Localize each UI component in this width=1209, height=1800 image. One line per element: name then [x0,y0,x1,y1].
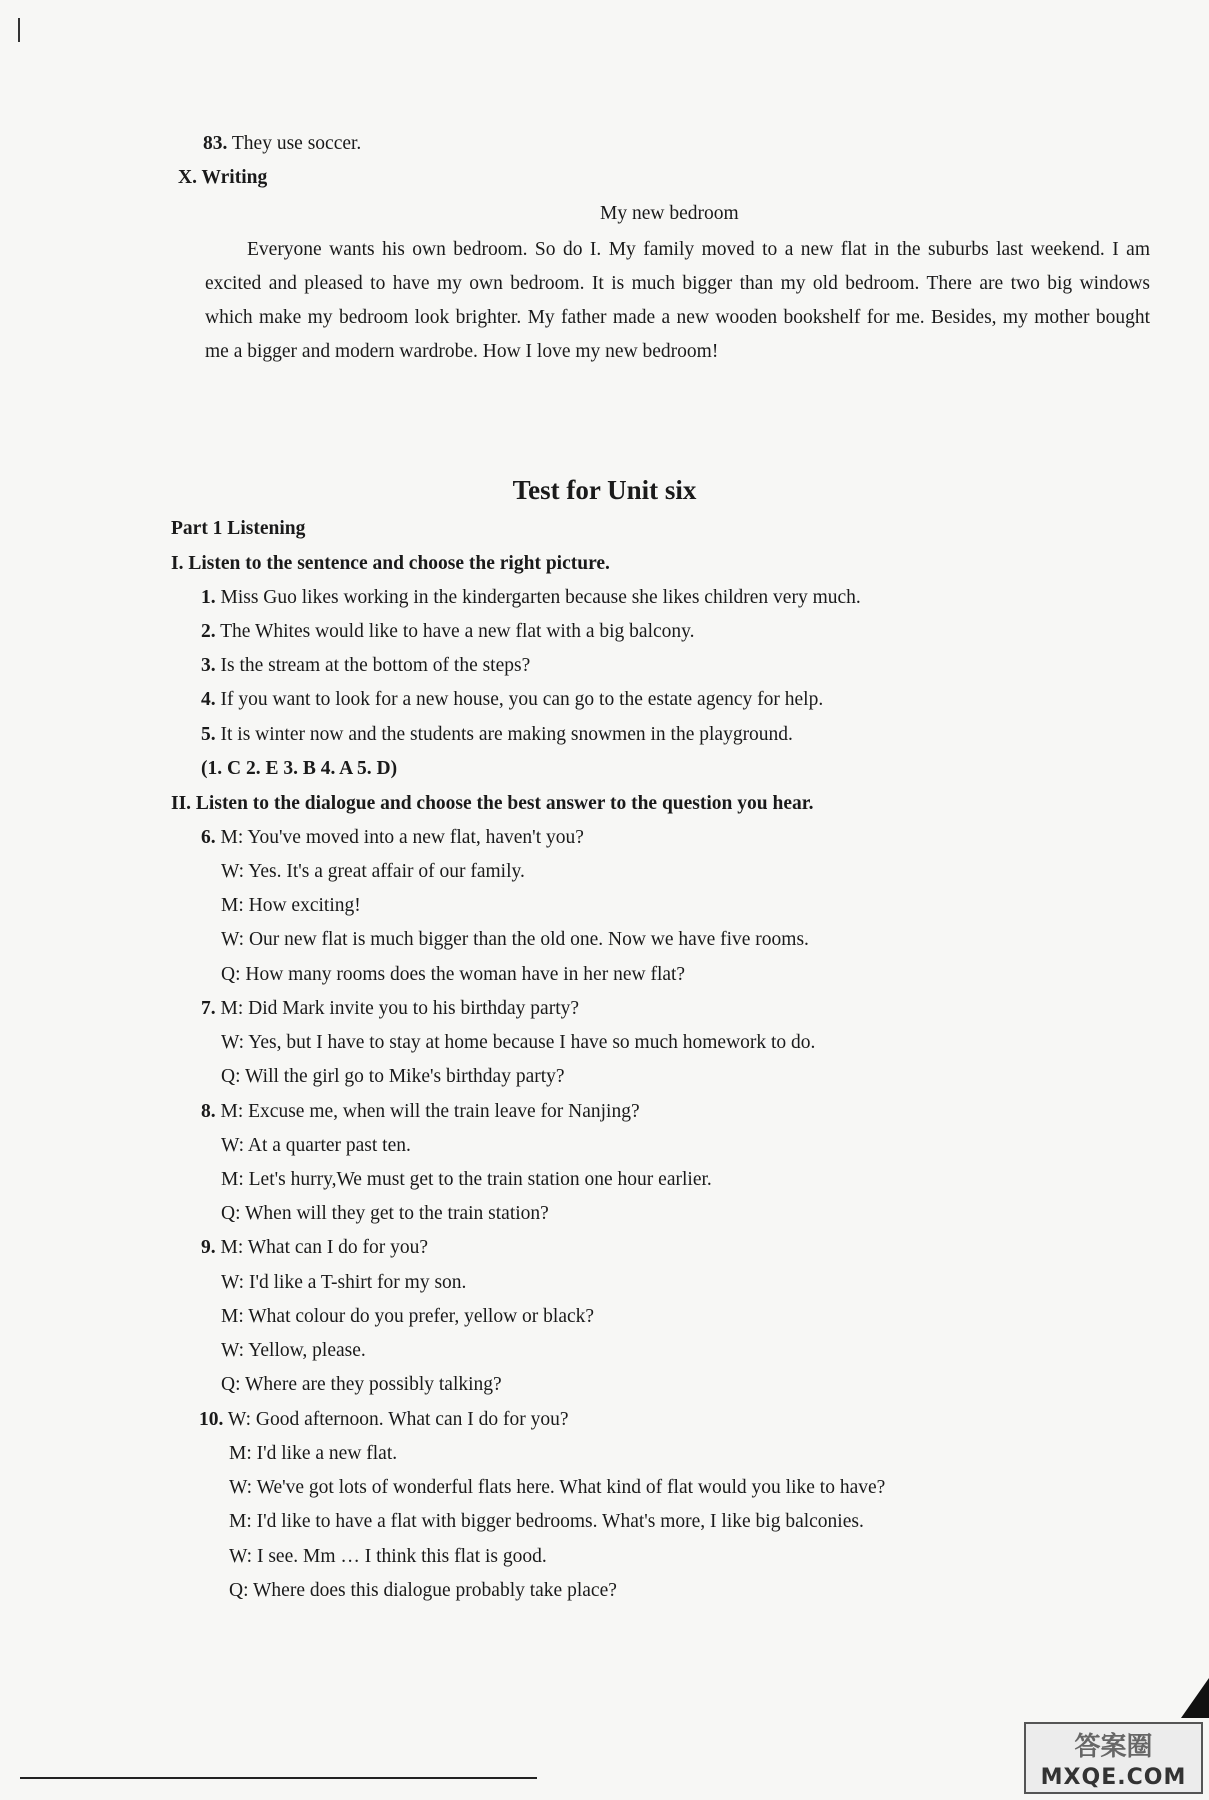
answer-83 [203,132,361,156]
list-item [201,723,793,747]
item-text: The Whites would like to have a new flat with a big balcony. [215,621,695,642]
dialogue-line [201,826,584,850]
watermark-bottom-text: MXQE.COM [1040,1765,1187,1790]
section-2-heading: II. Listen to the dialogue and choose the best answer to the question you hear. [171,793,814,814]
item-number: 4. [201,689,216,710]
watermark-logo [1024,1722,1203,1794]
dialogue-line: M: Let's hurry,We must get to the train station one hour earlier. [221,1169,712,1190]
answer-83-number: 83. [203,133,228,154]
dialogue-line: M: I'd like to have a flat with bigger bedrooms. What's more, I like big balconies. [229,1511,864,1532]
section-1-heading: I. Listen to the sentence and choose the right picture. [171,553,610,574]
answer-83-text: They use soccer. [227,133,362,154]
dialogue-line [201,997,579,1021]
section-1-answers: (1. C 2. E 3. B 4. A 5. D) [201,758,398,779]
dialogue-line: W: I'd like a T-shirt for my son. [221,1272,467,1293]
dialogue-line [201,1236,428,1260]
dialogue-line: W: We've got lots of wonderful flats here. What kind of flat would you like to have? [229,1477,886,1498]
list-item [201,688,823,712]
dialogue-text: W: Good afternoon. What can I do for you? [227,1409,569,1430]
dialogue-number: 8. [201,1101,216,1122]
dialogue-line: Q: How many rooms does the woman have in her new flat? [221,964,686,985]
dialogue-line: Q: Where are they possibly talking? [221,1374,502,1395]
dialogue-line: M: I'd like a new flat. [229,1443,398,1464]
list-item [201,654,530,678]
dialogue-text: M: Did Mark invite you to his birthday party? [220,998,580,1019]
dialogue-line: Q: Will the girl go to Mike's birthday party? [221,1066,565,1087]
item-text: If you want to look for a new house, you can go to the estate agency for help. [215,689,824,710]
dialogue-line: M: What colour do you prefer, yellow or black? [221,1306,595,1327]
dialogue-line: Q: When will they get to the train station? [221,1203,549,1224]
dialogue-number: 9. [201,1237,216,1258]
dialogue-line: W: I see. Mm … I think this flat is good. [229,1546,547,1567]
dialogue-text: M: Excuse me, when will the train leave for Nanjing? [220,1101,640,1122]
dialogue-line: W: Yellow, please. [221,1340,366,1361]
dialogue-line: M: How exciting! [221,895,361,916]
item-text: It is winter now and the students are making snowmen in the playground. [215,724,793,745]
dialogue-line [199,1408,569,1432]
dialogue-text: M: You've moved into a new flat, haven't you? [220,827,584,848]
dialogue-number: 6. [201,827,216,848]
dialogue-line: W: Our new flat is much bigger than the old one. Now we have five rooms. [221,929,809,950]
list-item [201,620,695,644]
dialogue-number: 10. [199,1409,224,1430]
item-number: 5. [201,724,216,745]
list-item [201,586,861,610]
item-number: 3. [201,655,216,676]
section-writing-heading: X. Writing [178,167,268,188]
dialogue-line: Q: Where does this dialogue probably take place? [229,1580,617,1601]
dialogue-line: W: Yes. It's a great affair of our family. [221,861,525,882]
footer-rule [20,1777,537,1779]
page-edge-mark [18,18,20,42]
part-1-heading: Part 1 Listening [171,518,306,539]
test-title: Test for Unit six [512,475,697,505]
page-corner-decoration [1181,1678,1209,1718]
item-number: 1. [201,587,216,608]
watermark-top-text: 答案圈 [1074,1732,1153,1762]
dialogue-line: W: Yes, but I have to stay at home because I have so much homework to do. [221,1032,816,1053]
dialogue-line [201,1100,640,1124]
essay-title: My new bedroom [600,203,739,224]
dialogue-text: M: What can I do for you? [220,1237,429,1258]
dialogue-line: W: At a quarter past ten. [221,1135,411,1156]
item-number: 2. [201,621,216,642]
dialogue-number: 7. [201,998,216,1019]
item-text: Miss Guo likes working in the kindergarten because she likes children very much. [215,587,861,608]
item-text: Is the stream at the bottom of the steps? [215,655,531,676]
essay-paragraph: Everyone wants his own bedroom. So do I. My family moved to a new flat in the suburbs last weekend. I am excited and pleased to have my own bedroom. It is much bigger than my old bedroom. There are two big windows which make my bedroom look brighter. My father made a new wooden bookshelf for me. Besides, my mother bought me a bigger and modern wardrobe. How I love my new bedroom! [205,239,1150,362]
